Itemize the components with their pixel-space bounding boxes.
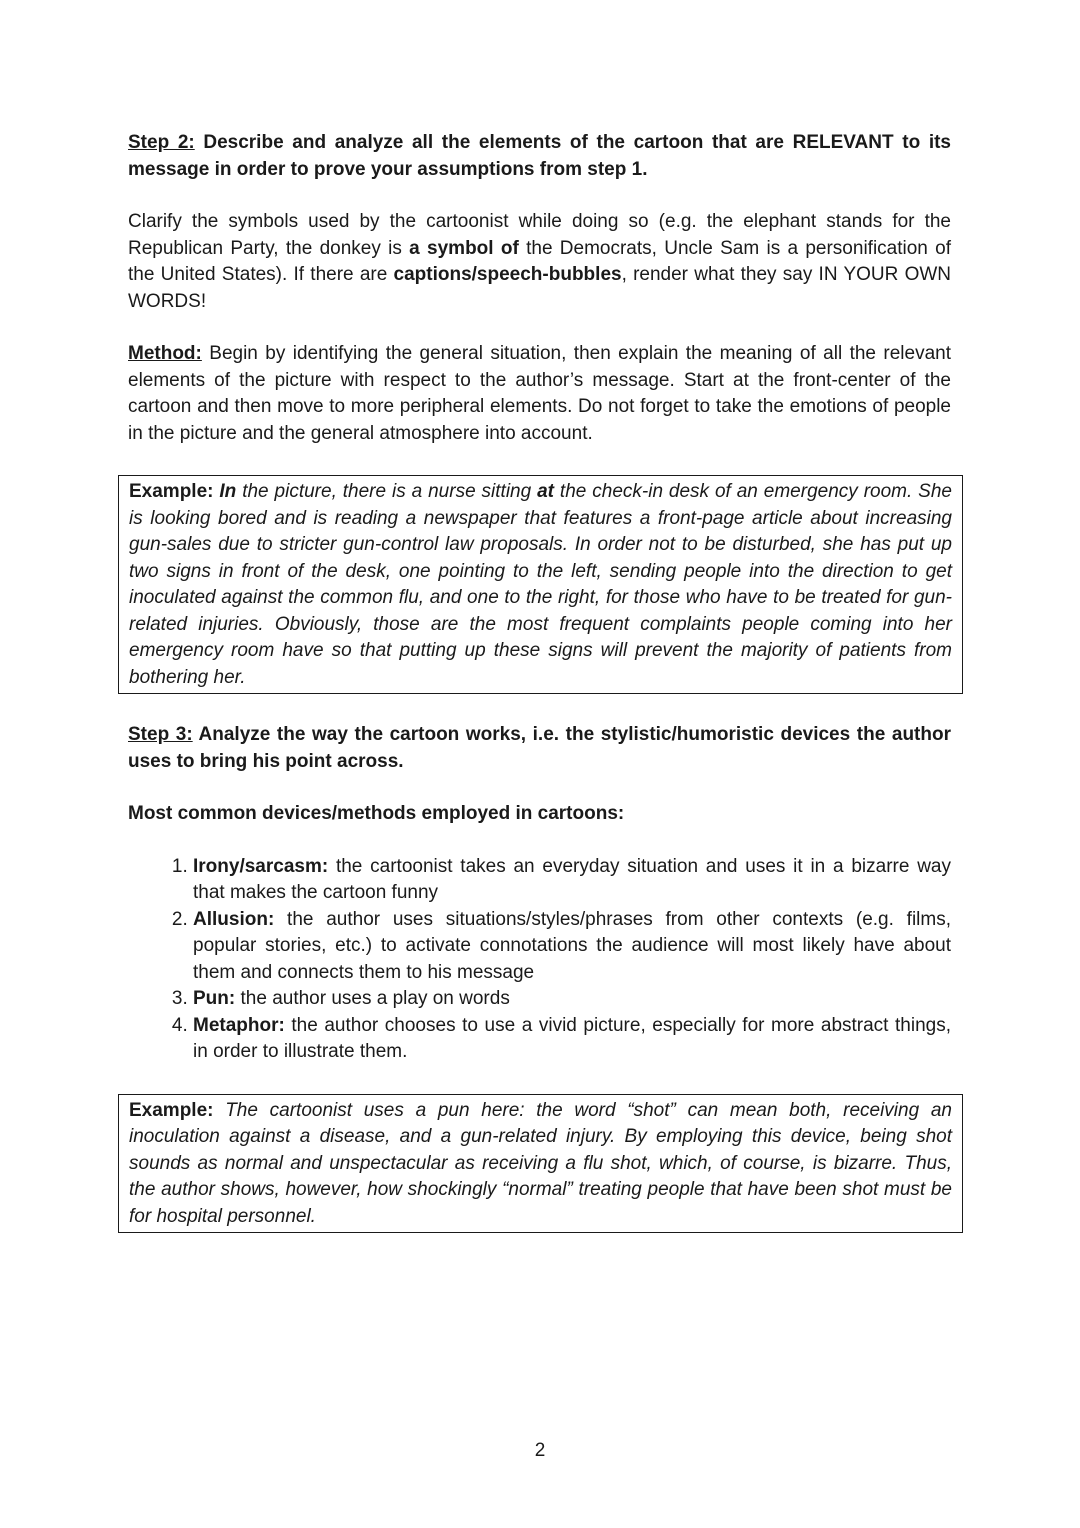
method-text: Begin by identifying the general situation, then explain the meaning of all the relevant elements of the picture with respect to the author’s message. Start at the front-center of the cartoon and then move to more peripheral elements. Do not forget to take the emotions of people in the picture and the general atmosphere into account. — [128, 343, 951, 444]
example1-bold-in: In — [219, 481, 237, 502]
example2-label: Example: — [129, 1099, 214, 1121]
method-label: Method: — [128, 343, 202, 364]
step2-label: Step 2: — [128, 132, 195, 153]
page-number: 2 — [534, 1440, 546, 1461]
example-box-1 — [118, 475, 963, 694]
device-term: Metaphor: — [193, 1014, 285, 1036]
device-text: the cartoonist takes an everyday situation and uses it in a bizarre way that makes the cartoon funny — [193, 855, 951, 903]
clarify-text-1: Clarify the symbols used by the cartoonist while doing so (e.g. the elephant stands for the Republican Party, the donkey is — [128, 211, 951, 259]
step3-label: Step 3: — [128, 724, 193, 745]
example-box-2 — [118, 1094, 963, 1234]
example1-bold-at: at — [537, 481, 555, 502]
method-paragraph — [128, 341, 951, 447]
step2-text: Describe and analyze all the elements of the cartoon that are RELEVANT to its message in order to prove your assumptions from step 1. — [128, 132, 951, 180]
list-item — [193, 986, 951, 1013]
step2-heading — [128, 130, 951, 183]
devices-heading: Most common devices/methods employed in cartoons: — [128, 803, 625, 824]
clarify-bold-symbol: a symbol of — [409, 237, 519, 259]
list-item — [193, 854, 951, 907]
device-text: the author uses a play on words — [235, 988, 510, 1009]
step3-heading — [128, 722, 951, 775]
devices-list — [128, 854, 951, 1066]
clarify-paragraph — [128, 209, 951, 315]
device-text: the author chooses to use a vivid picture, especially for more abstract things, in order to illustrate them. — [193, 1014, 951, 1062]
example1-text-2: the check-in desk of an emergency room. She is looking bored and is reading a newspaper that features a front-page article about increasing gun-sales due to stricter gun-control law proposals. In order not to be disturbed, she has put up two signs in front of the desk, one pointing to the left, sending people into the direction to get inoculated against the common flu, and one to the right, for those who have to be treated for gun-related injuries. Obviously, those are the most frequent complaints people coming into her emergency room have so that putting up these signs will prevent the majority of patients from bothering her. — [129, 481, 952, 688]
document-page — [128, 130, 951, 1233]
device-term: Allusion: — [193, 908, 275, 930]
device-term: Irony/sarcasm: — [193, 855, 329, 877]
example1-label: Example: — [129, 481, 214, 502]
clarify-text-2: the Democrats, Uncle Sam is a personification of the United States). If there are — [128, 237, 952, 285]
device-text: the author uses situations/styles/phrases from other contexts (e.g. films, popular stories, etc.) to activate connotations the audience will most likely have about them and connects them to his message — [193, 908, 951, 983]
list-item — [193, 907, 951, 987]
example2-text: The cartoonist uses a pun here: the word “shot” can mean both, receiving an inoculation against a disease, and a gun-related injury. By employing this device, being shot sounds as normal and unspectacular as receiving a flu shot, which, of course, is bizarre. Thus, the author shows, however, how shockingly “normal” treating people that have been shot must be for hospital personnel. — [129, 1099, 952, 1227]
device-term: Pun: — [193, 988, 236, 1009]
step3-text: Analyze the way the cartoon works, i.e. the stylistic/humoristic devices the author uses to bring his point across. — [128, 724, 951, 772]
example1-text-1: the picture, there is a nurse sitting — [236, 481, 538, 502]
list-item — [193, 1013, 951, 1066]
clarify-bold-captions: captions/speech-bubbles — [393, 264, 622, 285]
clarify-text-3: , render what they say IN YOUR OWN WORDS! — [128, 264, 951, 312]
